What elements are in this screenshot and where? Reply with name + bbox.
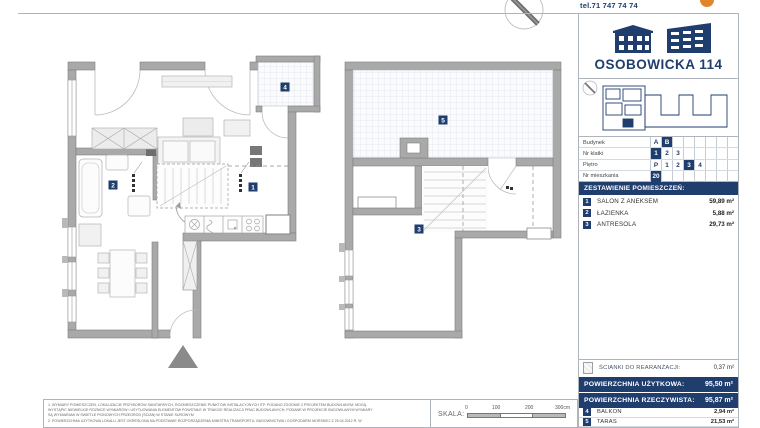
room-number-badge: 3 <box>583 221 591 229</box>
building-footprint <box>603 86 727 130</box>
room-number-badge: 4 <box>583 408 591 416</box>
svg-text:3: 3 <box>417 226 421 234</box>
room-marker-lazienka <box>109 181 118 190</box>
door-arc <box>170 310 196 336</box>
cell-selected: 3 <box>683 160 694 170</box>
dining-table <box>98 250 147 297</box>
door-arc <box>262 112 288 138</box>
unit-row-mieszkanie: Nr mieszkania 20 <box>579 171 738 182</box>
site-plan-compass-icon <box>583 81 597 95</box>
room-number-badge: 1 <box>583 198 591 206</box>
phone-number: tel.71 747 74 74 <box>580 1 638 10</box>
cell-selected: 20 <box>650 171 661 182</box>
unit-row-pietro: Piętro P 1 2 3 4 <box>579 160 738 171</box>
svg-text:2: 2 <box>111 182 115 190</box>
scale-box: SKALA: 0 100 200 300cm <box>430 399 578 428</box>
rearrangement-wall-swatch <box>583 362 593 374</box>
cell: A <box>650 137 661 147</box>
svg-text:4: 4 <box>283 84 287 92</box>
rooms-list-header: ZESTAWIENIE POMIESZCZEŃ: <box>579 182 738 195</box>
room-row-lazienka: 2 ŁAZIENKA 5,88 m² <box>579 208 738 218</box>
actual-area-bar: POWIERZCHNIA RZECZYWISTA: 95,87 m² <box>579 393 738 408</box>
cell-selected: 1 <box>650 148 661 158</box>
extra-row-taras: 5 TARAS 21,53 m² <box>579 418 738 428</box>
plan-main-level <box>62 56 320 368</box>
legal-notes: 1. WYMIARY POMIESZCZEŃ, LOKALIZACJE PRZYBORÓW SANITARNYCH, ROZMIESZCZENIE PUNKTÓW INSTALACYJNYCH ITP. PODANO ZGODNIE Z PROJEKTEM BUDOWLANYM; MOGĄ WYSTĄPIĆ NIEWIELKIE RÓŻNICE WYMIARÓW I USYTUOWANIA ELEMENTÓW POWSTAŁE W TRAKCIE REALIZACJI PRAC BUDOWLANYCH; PODANE W PROJEKCIE BUDOWLANYM WYMIARY SĄ WYMIARAMI W ŚWIETLE PIONOWYCH PRZEGRÓD (ŚCIAN) W STANIE SUROWYM 2. POWIERZCHNIA UŻYTKOWA LOKALU JEST OKREŚLONA NA PODSTAWIE ROZPORZĄDZENIA MINISTRA TRANSPORTU, BUDOWNICTWA I GOSPODARKI MORSKIEJ Z 25.04.2012 R. W <box>43 399 430 428</box>
scale-bar <box>467 413 566 418</box>
logo <box>579 14 738 79</box>
washbasin <box>106 155 128 170</box>
logo-buildings-icon <box>599 21 719 55</box>
window <box>345 250 353 330</box>
bathroom <box>76 147 160 246</box>
site-plan <box>579 79 738 137</box>
sidebar <box>578 13 739 428</box>
scale-label: SKALA: <box>438 411 465 418</box>
sofa <box>158 118 250 165</box>
room-row-antresola: 3 ANTRESOLA 29,73 m² <box>579 220 738 230</box>
walls-rearrangement-row: ŚCIANKI DO REARANŻACJI: 0,37 m² <box>579 359 738 376</box>
dimension-annotation <box>506 186 513 190</box>
stairs <box>422 166 488 232</box>
wardrobe <box>92 128 157 149</box>
room-marker-balkon <box>281 83 290 92</box>
north-arrow-icon <box>505 0 543 29</box>
room-marker-antresola <box>415 225 424 234</box>
chimney <box>400 138 428 158</box>
room-marker-taras <box>439 116 448 125</box>
door-arc <box>95 70 140 115</box>
room-number-badge: 2 <box>583 209 591 217</box>
entrance-arrow <box>168 345 198 368</box>
fridge <box>266 215 290 234</box>
room-number-badge: 5 <box>583 418 591 426</box>
plan-antresola-level <box>339 62 561 338</box>
room-marker-salon <box>249 183 258 192</box>
unit-row-klatka: Nr klatki 1 2 3 <box>579 148 738 159</box>
unit-row-budynek: Budynek A B <box>579 137 738 148</box>
svg-text:1: 1 <box>251 184 255 192</box>
usable-area-bar: POWIERZCHNIA UŻYTKOWA: 95,50 m² <box>579 377 738 392</box>
unit-selector-table <box>579 137 738 182</box>
room-row-salon: 1 SALON Z ANEKSEM 59,89 m² <box>579 197 738 207</box>
logo-title: OSOBOWICKA 114 <box>594 56 723 72</box>
shaft <box>183 241 197 290</box>
svg-text:5: 5 <box>441 117 445 125</box>
toilet <box>128 196 150 216</box>
terrace <box>353 70 553 158</box>
extra-row-balkon: 4 BALKON 2,94 m² <box>579 408 738 418</box>
cell-selected: B <box>661 137 672 147</box>
upper-room <box>353 166 422 215</box>
kitchen-counter <box>185 216 263 233</box>
